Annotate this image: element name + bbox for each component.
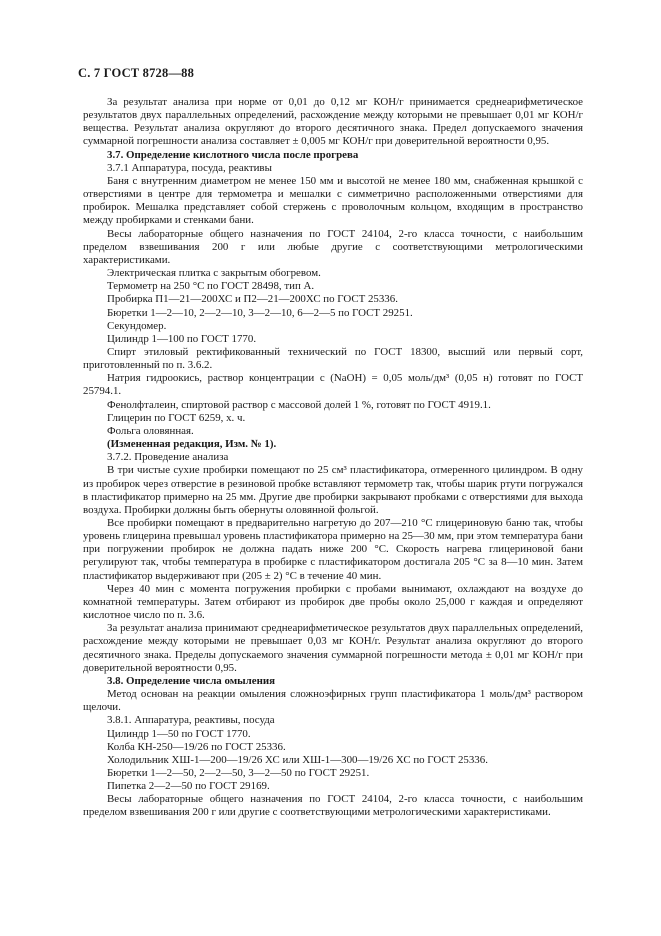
subsection-heading-3-8-1: 3.8.1. Аппаратура, реактивы, посуда (107, 714, 275, 727)
section-heading-3-8: 3.8. Определение числа омыления (107, 674, 276, 687)
section-heading-3-7: 3.7. Определение кислотного числа после прогрева (107, 148, 359, 161)
paragraph-heating: Все пробирки помещают в предварительно нагретую до 207—210 °С глицериновую баню так, чтобы уровень глицерина превышал уровень пластификатора примерно на 25—30 мм, при этом температура бани при погружении пробирок не должна падать ниже 200 °С. Скорость нагрева глицериновой бани регулируют так, чтобы температура в пробирке с пластификатором достигала 205 °С за 8—10 мин. Затем пластификатор выдерживают при (205 ± 2) °С в течение 40 мин. (83, 517, 583, 582)
page-header: С. 7 ГОСТ 8728—88 (78, 66, 195, 80)
list-item-stopwatch: Секундомер. (107, 319, 167, 332)
list-item-test-tube: Пробирка П1—21—200ХС и П2—21—200ХС по ГОСТ 25336. (107, 293, 398, 306)
list-item-cylinder: Цилиндр 1—100 по ГОСТ 1770. (107, 332, 257, 345)
document-body (83, 96, 583, 820)
list-item-condenser: Холодильник ХШ-1—200—19/26 ХС или ХШ-1—300—19/26 ХС по ГОСТ 25336. (107, 753, 488, 766)
paragraph-result-after-heating: За результат анализа принимают среднеарифметическое результатов двух параллельных определений, расхождение между которыми не превышает 0,03 мг КОН/г. Результат анализа округляют до второго десятичного знака. Пределы допускаемого значения суммарной погрешности метода ± 0,01 мг КОН/г при доверительной вероятности 0,95. (83, 622, 583, 674)
list-item-burettes: Бюретки 1—2—10, 2—2—10, 3—2—10, 6—2—5 по ГОСТ 29251. (107, 306, 413, 319)
paragraph-test-tubes: В три чистые сухие пробирки помещают по 25 см³ пластификатора, отмеренного цилиндром. В одну из пробирок через отверстие в резиновой пробке вставляют термометр так, чтобы шарик ртути погружался в пластификатор примерно на 25 мм. Другие две пробирки закрывают пробками с отверстиями для выхода воздуха. Пробирки должны быть обернуты оловянной фольгой. (83, 464, 583, 516)
amendment-note: (Измененная редакция, Изм. № 1). (107, 438, 277, 451)
list-item-cylinder-50: Цилиндр 1—50 по ГОСТ 1770. (107, 727, 251, 740)
list-item-glycerin: Глицерин по ГОСТ 6259, х. ч. (107, 411, 246, 424)
paragraph-sodium-hydroxide: Натрия гидроокись, раствор концентрации с (NaOH) = 0,05 моль/дм³ (0,05 н) готовят по ГОСТ 25794.1. (83, 372, 583, 398)
list-item-tin-foil: Фольга оловянная. (107, 424, 194, 437)
subsection-heading-3-7-2: 3.7.2. Проведение анализа (107, 451, 229, 464)
subsection-heading-3-7-1: 3.7.1 Аппаратура, посуда, реактивы (107, 161, 272, 174)
paragraph-scales: Весы лабораторные общего назначения по ГОСТ 24104, 2-го класса точности, с наибольшим пределом взвешивания 200 г или любые другие с соответствующими метрологическими характеристиками. (83, 227, 583, 266)
paragraph-method: Метод основан на реакции омыления сложноэфирных групп пластификатора 1 моль/дм³ раствором щелочи. (83, 688, 583, 714)
paragraph-scales-2: Весы лабораторные общего назначения по ГОСТ 24104, 2-го класса точности, с наибольшим пределом взвешивания 200 г или другие с соответствующими метрологическими характеристиками. (83, 793, 583, 819)
list-item-pipette: Пипетка 2—2—50 по ГОСТ 29169. (107, 780, 270, 793)
paragraph-result-acid-number: За результат анализа при норме от 0,01 до 0,12 мг КОН/г принимается среднеарифметическое результатов двух параллельных определений, расхождение между которыми не превышает 0,01 мг КОН/г вещества. Результат анализа округляют до второго десятичного знака. Предел допускаемого значения суммарной погрешности анализа составляет ± 0,005 мг КОН/г при доверительной вероятности 0,95. (83, 96, 583, 148)
paragraph-cooling: Через 40 мин с момента погружения пробирки с пробами вынимают, охлаждают на воздухе до комнатной температуры. Затем отбирают из пробирок две пробы около 25,000 г каждая и определяют кислотное число по п. 3.6. (83, 582, 583, 622)
paragraph-ethanol: Спирт этиловый ректификованный технический по ГОСТ 18300, высший или первый сорт, приготовленный по п. 3.6.2. (83, 345, 583, 372)
list-item-phenolphthalein: Фенолфталеин, спиртовой раствор с массовой долей 1 %, готовят по ГОСТ 4919.1. (107, 398, 491, 411)
list-item-flask: Колба КН-250—19/26 по ГОСТ 25336. (107, 740, 286, 753)
list-item-hotplate: Электрическая плитка с закрытым обогревом. (107, 267, 321, 280)
list-item-thermometer: Термометр на 250 °С по ГОСТ 28498, тип А. (107, 280, 315, 293)
list-item-burettes-50: Бюретки 1—2—50, 2—2—50, 3—2—50 по ГОСТ 29251. (107, 766, 370, 779)
paragraph-bath: Баня с внутренним диаметром не менее 150 мм и высотой не менее 180 мм, снабженная крышкой с отверстиями в центре для термометра и мешалки с симметрично расположенными отверстиями для пробирок. Мешалка представляет собой стержень с проволочным кольцом, входящим в пространство между пробирками и стенками бани. (83, 174, 583, 227)
